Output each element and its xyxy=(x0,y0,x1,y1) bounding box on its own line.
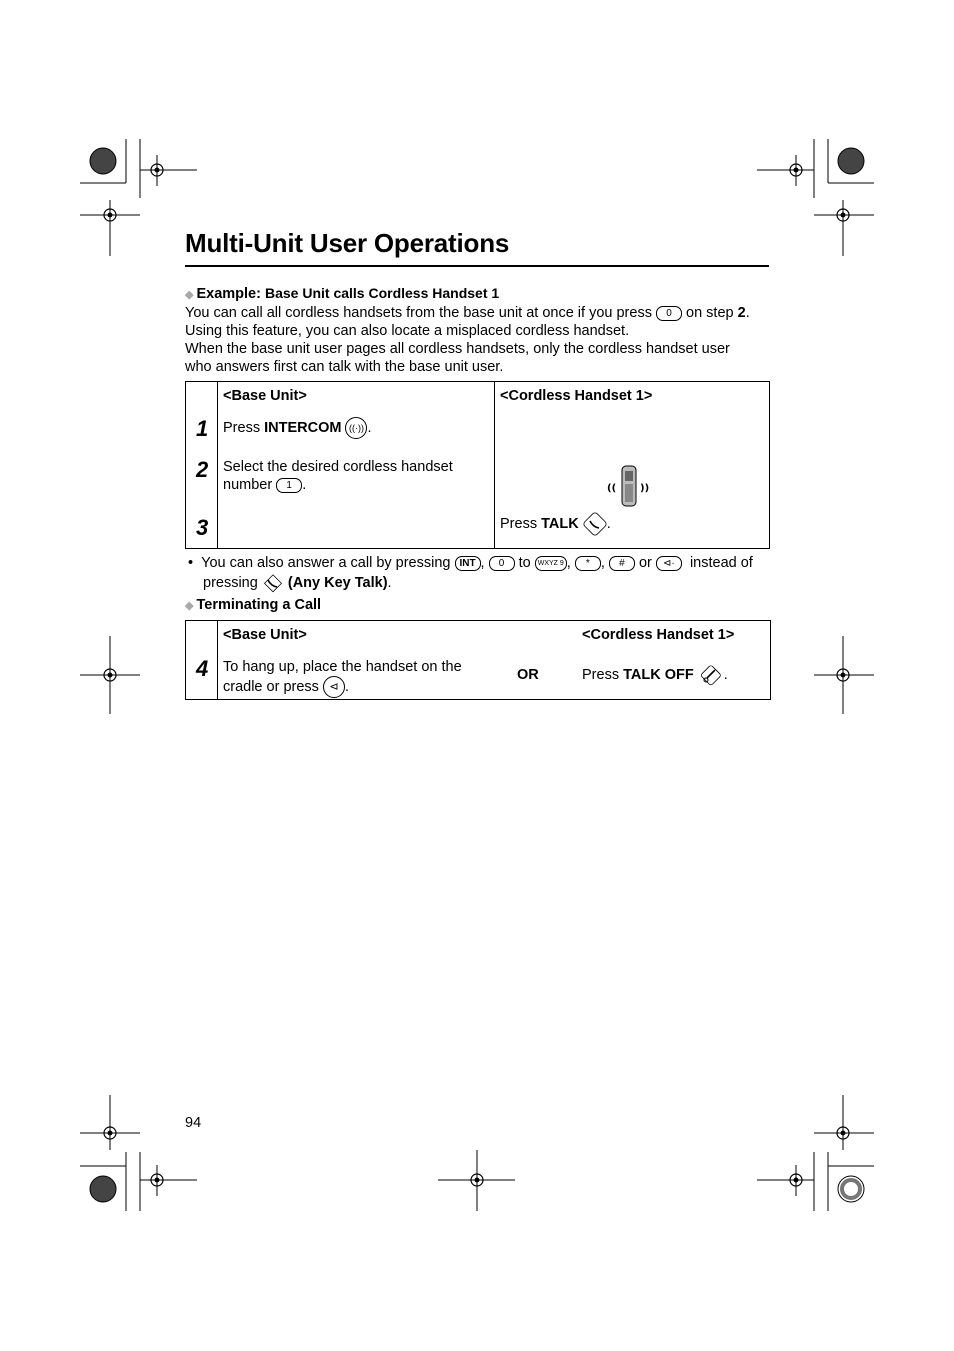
title-rule xyxy=(185,265,769,267)
svg-text:)): )) xyxy=(640,483,650,494)
talk-icon xyxy=(583,512,607,536)
handset-header: <Cordless Handset 1> xyxy=(582,627,735,643)
step4-handset-text: Press TALK OFF . xyxy=(582,663,728,687)
step-number-column xyxy=(186,382,218,549)
example-heading: ◆ Example: Base Unit calls Cordless Handset 1 xyxy=(185,285,500,302)
step-number-4: 4 xyxy=(196,656,209,681)
handset-ringing-icon xyxy=(605,464,655,508)
steps-table xyxy=(185,381,770,549)
or-label: OR xyxy=(517,667,539,683)
step-number-2: 2 xyxy=(196,457,209,482)
step4-base-text: To hang up, place the handset on the cradle or press ⊲ . xyxy=(223,658,462,698)
handset-column xyxy=(495,382,770,549)
handset-header: <Cordless Handset 1> xyxy=(500,388,653,404)
step-number-1: 1 xyxy=(196,416,209,441)
key-1-icon: 1 xyxy=(276,478,302,493)
key-0-icon: 0 xyxy=(656,306,682,321)
step3-text: Press TALK . xyxy=(500,512,611,536)
svg-text:((: (( xyxy=(607,483,617,494)
terminate-table xyxy=(185,620,771,700)
example-description: You can call all cordless handsets from the base unit at once if you press 0 on step 2. Using this feature, you can also locate a misplaced cordless handset. When the base unit user pages all cordless handsets, only the cordless handset user who answers first can talk with the base unit user. xyxy=(185,305,750,375)
key-9-icon: WXYZ 9 xyxy=(535,556,567,571)
terminating-heading: ◆ Terminating a Call xyxy=(185,597,322,613)
talk-icon xyxy=(262,572,284,594)
step1-text: Press INTERCOM ((·)) . xyxy=(223,417,372,439)
base-unit-column xyxy=(218,382,495,549)
talk-off-icon xyxy=(698,663,724,687)
speakerphone-icon: ⊲· xyxy=(656,556,682,571)
base-unit-header: <Base Unit> xyxy=(223,388,307,404)
diamond-bullet-icon: ◆ xyxy=(185,289,194,301)
step-number-3: 3 xyxy=(196,515,209,540)
page-title: Multi-Unit User Operations xyxy=(185,228,510,258)
speakerphone-icon: ⊲ xyxy=(323,676,345,698)
key-star-icon: * xyxy=(575,556,601,571)
intercom-icon: ((·)) xyxy=(345,417,367,439)
key-int-icon: INT xyxy=(455,556,481,571)
step2-text: Select the desired cordless handset number 1 . xyxy=(223,459,453,493)
diamond-bullet-icon: ◆ xyxy=(185,600,194,612)
key-hash-icon: # xyxy=(609,556,635,571)
key-0-icon: 0 xyxy=(489,556,515,571)
base-unit-header: <Base Unit> xyxy=(223,627,307,643)
page-number: 94 xyxy=(185,1115,202,1131)
any-key-talk-note: • You can also answer a call by pressing INT , 0 to WXYZ 9 , * , # or ⊲· instead of pressing (Any Key Talk). xyxy=(188,554,778,594)
